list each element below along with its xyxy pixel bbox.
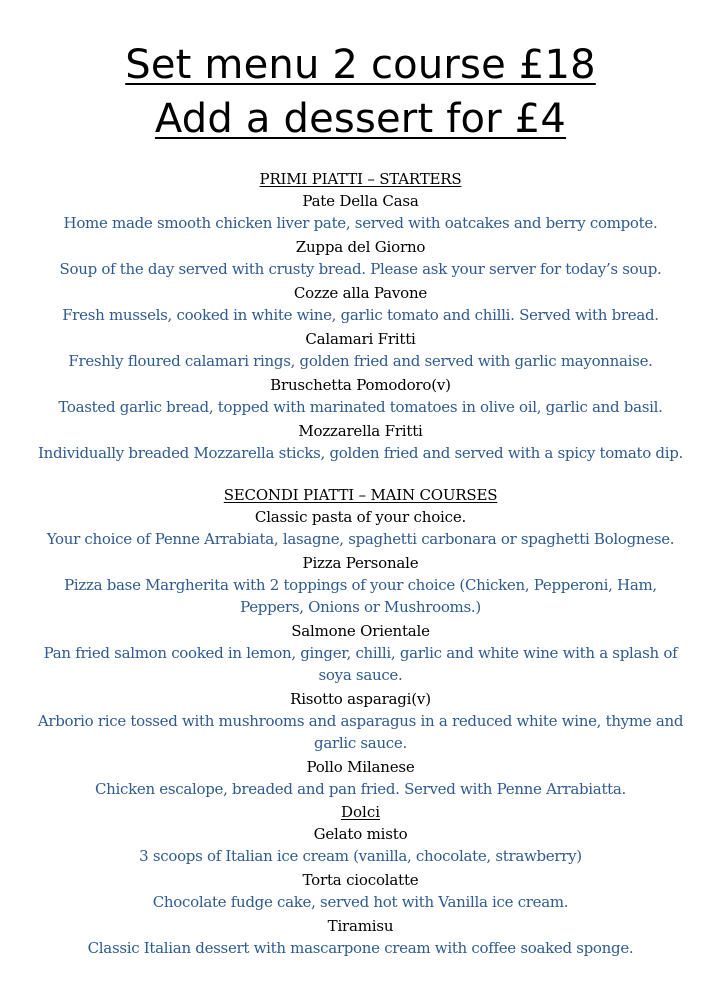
desserts-section (0, 802, 721, 959)
item-name: Pate Della Casa (302, 192, 419, 210)
item-name: Cozze alla Pavone (293, 284, 428, 302)
item-description: Chicken escalope, breaded and pan fried. Served with Penne Arrabiatta. (94, 780, 627, 798)
item-name: Pizza Personale (302, 554, 419, 572)
menu-item (0, 282, 721, 326)
item-name: Zuppa del Giorno (295, 238, 426, 256)
dessert-addon-title: Add a dessert for £4 (154, 96, 567, 142)
item-description: Chocolate fudge cake, served hot with Vanilla ice cream. (152, 893, 569, 911)
item-description: Pizza base Margherita with 2 toppings of your choice (Chicken, Pepperoni, Ham, Peppers, Onions or Mushrooms.) (64, 576, 657, 616)
desserts-heading: Dolci (340, 803, 381, 821)
item-description: Freshly floured calamari rings, golden fried and served with garlic mayonnaise. (68, 352, 653, 370)
menu-item (0, 756, 721, 800)
menu-item (0, 420, 721, 464)
item-name: Pollo Milanese (306, 758, 415, 776)
main-courses-section (0, 485, 721, 800)
menu-item (0, 236, 721, 280)
set-menu-price-title: Set menu 2 course £18 (125, 42, 596, 88)
menu-item (0, 506, 721, 550)
item-name: Mozzarella Fritti (298, 422, 423, 440)
starters-section (0, 169, 721, 464)
item-description: Fresh mussels, cooked in white wine, garlic tomato and chilli. Served with bread. (62, 306, 659, 324)
item-description: Classic Italian dessert with mascarpone cream with coffee soaked sponge. (87, 939, 634, 957)
starters-heading: PRIMI PIATTI – STARTERS (259, 170, 462, 188)
item-description: Pan fried salmon cooked in lemon, ginger, chilli, garlic and white wine with a splash of soya sauce. (43, 644, 678, 684)
item-name: Classic pasta of your choice. (254, 508, 467, 526)
item-name: Torta ciocolatte (302, 871, 419, 889)
item-description: Home made smooth chicken liver pate, served with oatcakes and berry compote. (63, 214, 658, 232)
item-description: Arborio rice tossed with mushrooms and asparagus in a reduced white wine, thyme and garlic sauce. (37, 712, 684, 752)
item-description: Your choice of Penne Arrabiata, lasagne, spaghetti carbonara or spaghetti Bolognese. (46, 530, 675, 548)
item-description: Soup of the day served with crusty bread. Please ask your server for today’s soup. (59, 260, 662, 278)
item-name: Gelato misto (313, 825, 408, 843)
menu-item (0, 190, 721, 234)
menu-header (0, 38, 721, 146)
item-name: Risotto asparagi(v) (290, 690, 431, 708)
menu-item (0, 374, 721, 418)
main-courses-heading: SECONDI PIATTI – MAIN COURSES (223, 486, 498, 504)
menu-item (0, 620, 721, 686)
menu-item (0, 869, 721, 913)
item-name: Calamari Fritti (305, 330, 416, 348)
item-description: Individually breaded Mozzarella sticks, golden fried and served with a spicy tomato dip. (38, 444, 683, 462)
item-description: Toasted garlic bread, topped with marinated tomatoes in olive oil, garlic and basil. (58, 398, 663, 416)
menu-item (0, 915, 721, 959)
menu-item (0, 328, 721, 372)
item-description: 3 scoops of Italian ice cream (vanilla, chocolate, strawberry) (139, 847, 582, 865)
menu-item (0, 823, 721, 867)
menu-item (0, 552, 721, 618)
menu-item (0, 688, 721, 754)
item-name: Tiramisu (327, 917, 394, 935)
item-name: Salmone Orientale (291, 622, 430, 640)
item-name: Bruschetta Pomodoro(v) (270, 376, 451, 394)
